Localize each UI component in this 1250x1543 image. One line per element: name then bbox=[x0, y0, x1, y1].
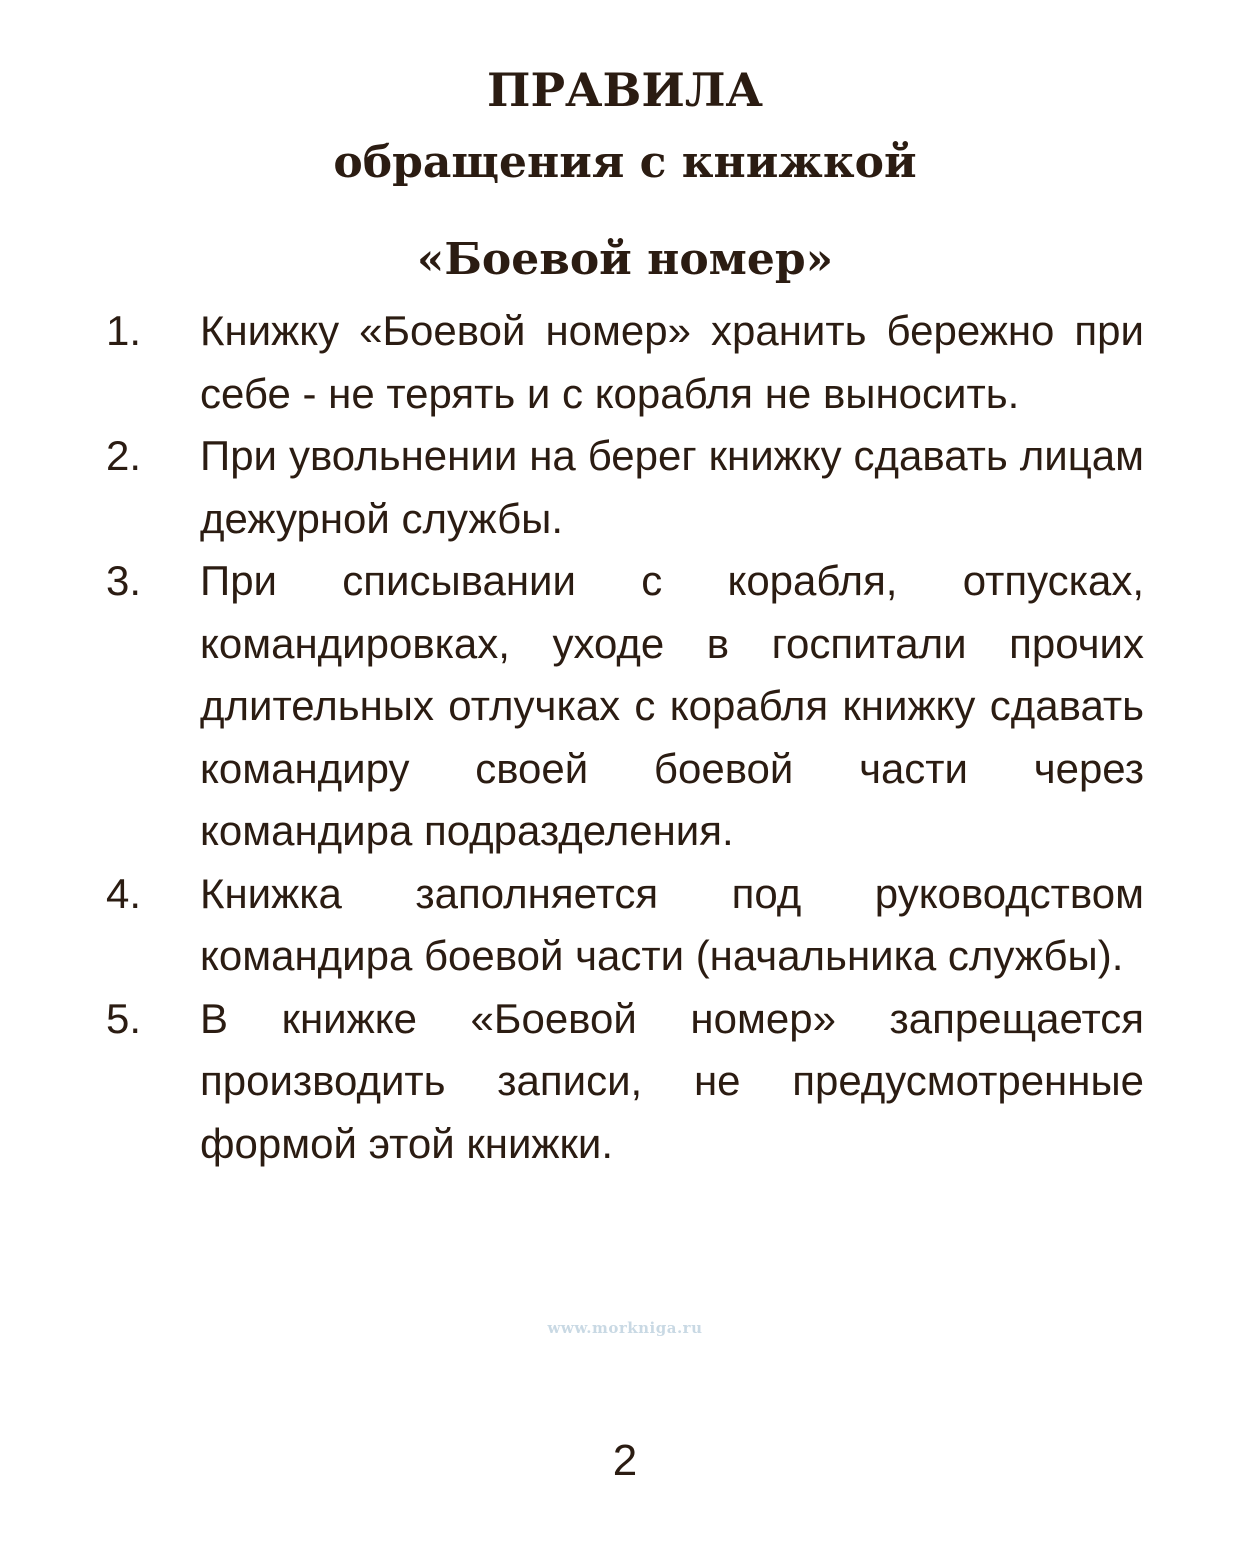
rule-number: 4. bbox=[106, 869, 142, 917]
page-subtitle-line-2: «Боевой номер» bbox=[416, 234, 834, 285]
rule-text: В книжке «Боевой номер» запрещается производить записи, не предусмотренные формой этой книжки. bbox=[200, 994, 1144, 1167]
rule-item-4 bbox=[0, 863, 1250, 988]
rule-text: При списывании с корабля, отпусках, командировках, уходе в госпитали прочих длительных отлучках с корабля книжку сдавать командиру своей боевой части через командира подразделения. bbox=[200, 557, 1144, 854]
rule-number: 5. bbox=[106, 994, 142, 1042]
rule-number: 1. bbox=[106, 307, 142, 354]
watermark: www.morkniga.ru bbox=[547, 1319, 703, 1337]
rules-list bbox=[0, 300, 1250, 1175]
rule-text: Книжка заполняется под руководством командира боевой части (начальника службы). bbox=[200, 869, 1144, 979]
rule-item-2 bbox=[0, 425, 1250, 550]
rule-item-1 bbox=[0, 300, 1250, 425]
page-title: ПРАВИЛА bbox=[487, 63, 763, 117]
rule-text: При увольнении на берег книжку сдавать лицам дежурной службы. bbox=[200, 432, 1144, 542]
page-subtitle-line-1: обращения с книжкой bbox=[333, 137, 917, 188]
page-number: 2 bbox=[612, 1436, 638, 1485]
rule-number: 2. bbox=[106, 432, 142, 479]
rule-item-3 bbox=[0, 550, 1250, 863]
rule-number: 3. bbox=[106, 557, 142, 604]
rule-text: Книжку «Боевой номер» хранить бережно при себе - не терять и с корабля не выносить. bbox=[200, 307, 1144, 417]
rule-item-5 bbox=[0, 988, 1250, 1176]
